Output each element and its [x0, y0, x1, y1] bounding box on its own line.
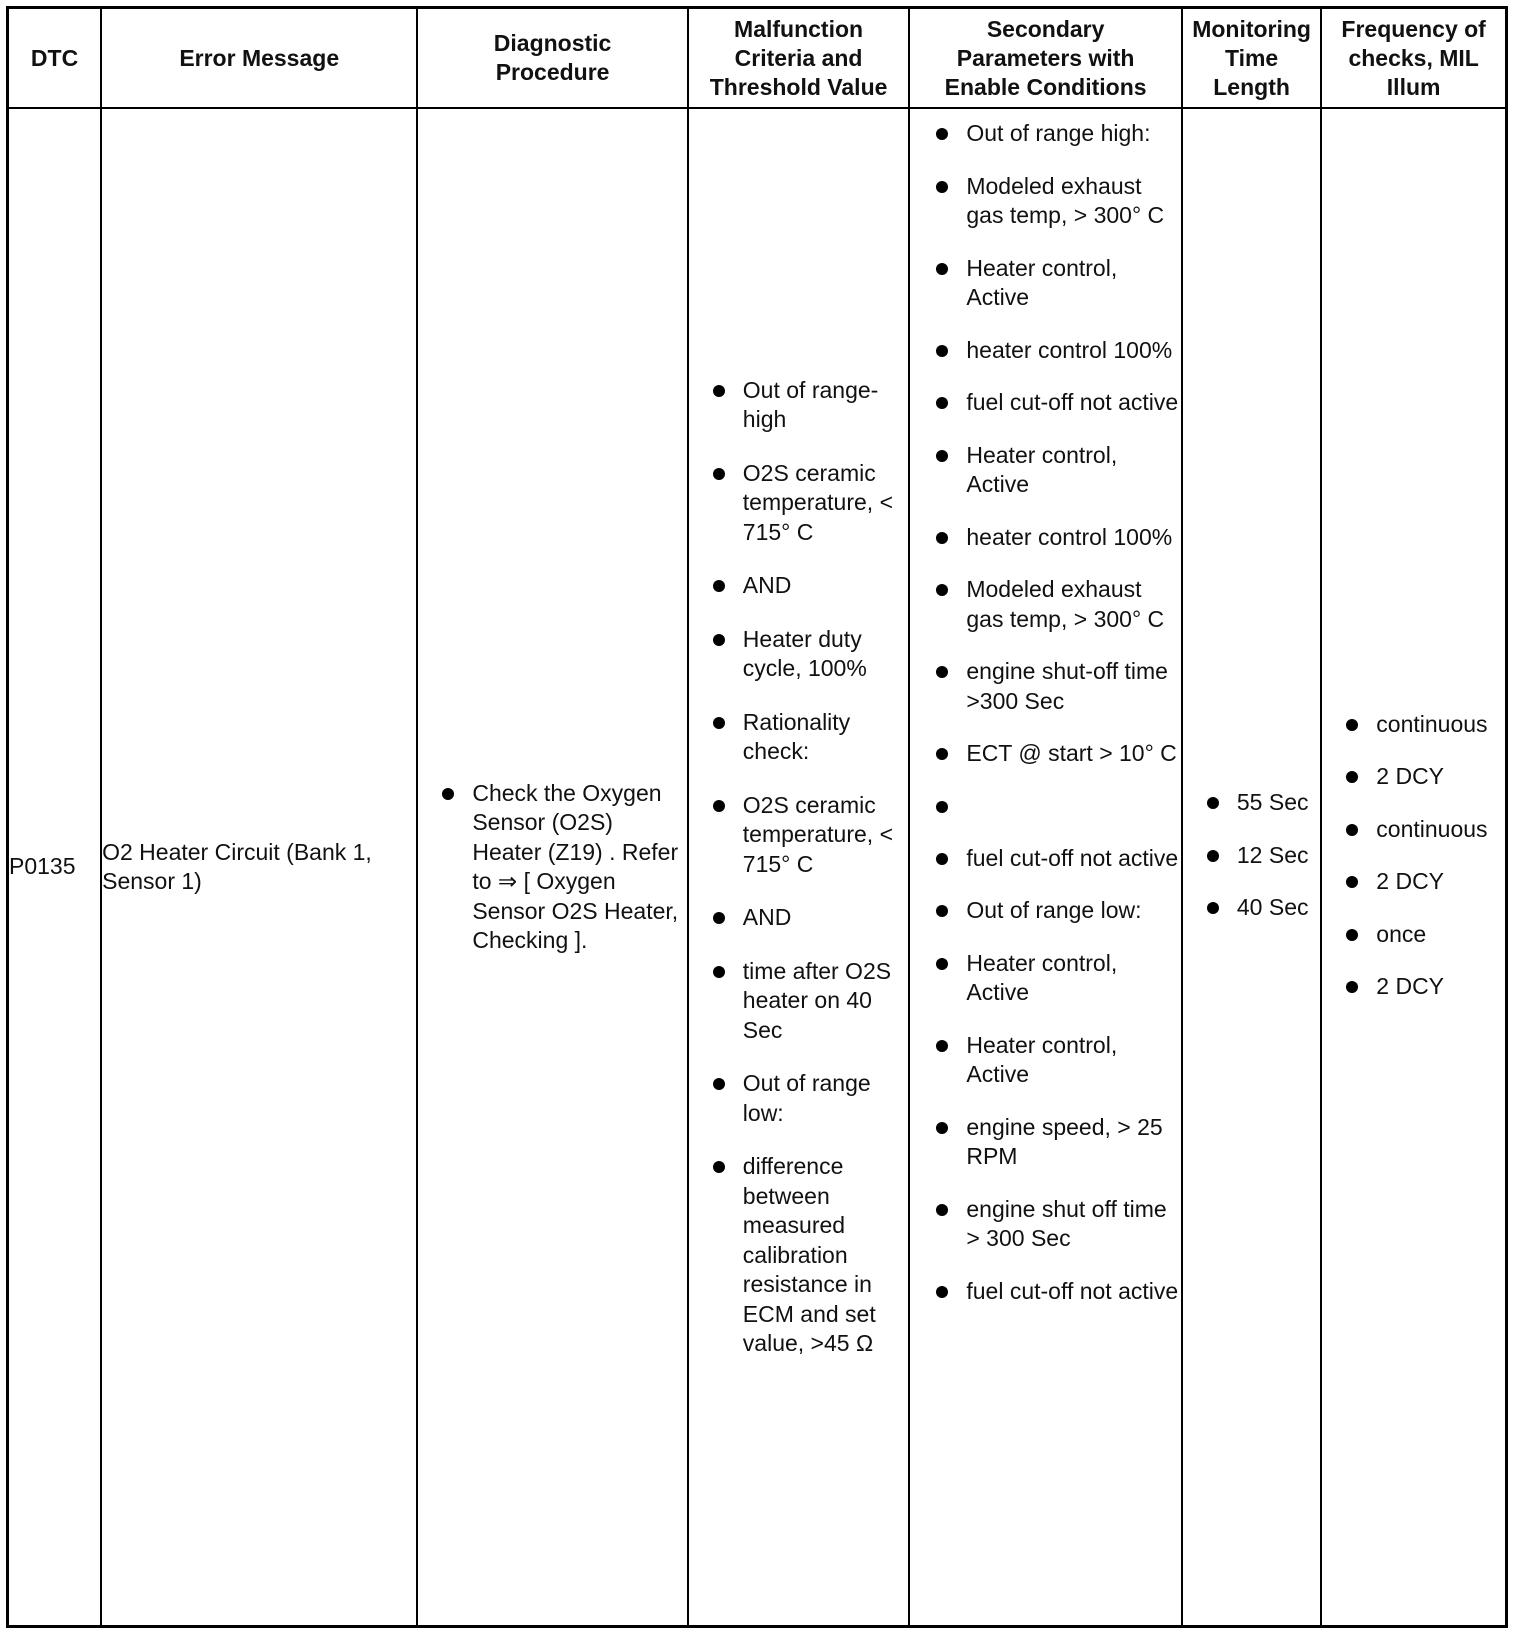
bullet-icon: [936, 1204, 948, 1216]
bullet-icon: [713, 385, 725, 397]
malfunction-criteria-cell: [688, 108, 910, 1627]
header-monitoring-time: Monitoring Time Length: [1182, 8, 1321, 109]
bullet-text: Out of range high:: [966, 120, 1151, 146]
bullet-text: Heater control, Active: [966, 949, 1118, 1005]
bullet-icon: [936, 666, 948, 678]
bullet-icon: [1207, 797, 1219, 809]
bullet-text: Out of range low:: [742, 1070, 871, 1126]
bullet-icon: [936, 263, 948, 275]
bullet-text: heater control 100%: [966, 523, 1173, 550]
table-row: [8, 108, 1507, 1627]
bullet-text: Heater control, Active: [966, 441, 1118, 497]
bullet-text: heater control 100%: [966, 336, 1173, 363]
bullet-text: 2 DCY: [1376, 868, 1445, 894]
bullet-icon: [713, 912, 725, 924]
header-frequency: Frequency of checks, MIL Illum: [1321, 8, 1506, 109]
bullet-text: fuel cut-off not active: [966, 844, 1179, 871]
bullet-text: time after O2S heater on 40 Sec: [742, 957, 892, 1043]
bullet-item: [1322, 867, 1505, 897]
bullet-icon: [1346, 824, 1358, 836]
bullet-icon: [713, 966, 725, 978]
bullet-item: [910, 119, 1181, 149]
bullet-text: ECT @ start > 10° C: [966, 740, 1177, 766]
error-message: O2 Heater Circuit (Bank 1, Sensor 1): [101, 108, 417, 1627]
bullet-item: [910, 1277, 1181, 1307]
bullet-icon: [936, 450, 948, 462]
bullet-icon: [936, 532, 948, 544]
bullet-icon: [936, 1040, 948, 1052]
secondary-parameters-list: [910, 119, 1181, 1306]
dtc-table: [6, 6, 1508, 1628]
bullet-item: [689, 708, 909, 767]
bullet-text: Heater duty cycle, 100%: [742, 625, 867, 681]
bullet-item: [910, 949, 1181, 1008]
bullet-item: [910, 575, 1181, 634]
bullet-text: 12 Sec: [1236, 841, 1309, 868]
bullet-icon: [1346, 876, 1358, 888]
bullet-icon: [1346, 771, 1358, 783]
bullet-item: [910, 254, 1181, 313]
bullet-item: [910, 388, 1181, 418]
bullet-item: [910, 657, 1181, 716]
bullet-icon: [936, 801, 948, 813]
bullet-item: [689, 791, 909, 880]
bullet-icon: [713, 1161, 725, 1173]
bullet-item: [910, 1195, 1181, 1254]
bullet-text: O2S ceramic temperature, < 715° C: [742, 791, 894, 877]
bullet-text: Modeled exhaust gas temp, > 300° C: [966, 172, 1165, 228]
bullet-icon: [936, 905, 948, 917]
bullet-text: AND: [742, 904, 792, 930]
bullet-item: [910, 896, 1181, 926]
bullet-text: Out of range-high: [742, 376, 879, 432]
bullet-text: continuous: [1376, 710, 1488, 737]
bullet-item: [689, 571, 909, 601]
monitoring-time-cell: [1182, 108, 1321, 1627]
bullet-item: [910, 792, 1181, 821]
bullet-icon: [713, 634, 725, 646]
bullet-item: [1322, 710, 1505, 740]
header-secondary-parameters: Secondary Parameters with Enable Conditions: [909, 8, 1182, 109]
bullet-text: O2S ceramic temperature, < 715° C: [742, 459, 894, 545]
bullet-icon: [1346, 719, 1358, 731]
bullet-icon: [713, 580, 725, 592]
bullet-icon: [1207, 850, 1219, 862]
bullet-item: [1183, 893, 1320, 923]
bullet-item: [910, 441, 1181, 500]
bullet-text: engine speed, > 25 RPM: [966, 1113, 1163, 1169]
bullet-item: [689, 459, 909, 548]
bullet-icon: [936, 128, 948, 140]
bullet-icon: [713, 468, 725, 480]
bullet-item: [910, 1113, 1181, 1172]
bullet-text: Rationality check:: [742, 708, 851, 764]
bullet-text: engine shut off time > 300 Sec: [966, 1195, 1167, 1251]
bullet-text: 2 DCY: [1376, 973, 1445, 999]
bullet-item: [418, 779, 686, 956]
bullet-text: once: [1376, 920, 1427, 947]
bullet-item: [910, 172, 1181, 231]
bullet-item: [1183, 841, 1320, 871]
bullet-item: [689, 957, 909, 1046]
secondary-parameters-cell: [909, 108, 1182, 1627]
frequency-cell: [1321, 108, 1506, 1627]
header-error-message: Error Message: [101, 8, 417, 109]
bullet-text: [966, 792, 1181, 821]
header-dtc: DTC: [8, 8, 102, 109]
bullet-text: Out of range low:: [966, 897, 1142, 923]
bullet-text: Check the Oxygen Sensor (O2S) Heater (Z19) . Refer to ⇒ [ Oxygen Sensor O2S Heater, Checking ].: [472, 779, 679, 953]
bullet-item: [689, 376, 909, 435]
bullet-icon: [936, 748, 948, 760]
bullet-icon: [936, 958, 948, 970]
bullet-item: [1322, 972, 1505, 1002]
bullet-item: [1322, 762, 1505, 792]
bullet-icon: [1346, 981, 1358, 993]
bullet-item: [689, 625, 909, 684]
bullet-icon: [1346, 929, 1358, 941]
bullet-text: fuel cut-off not active: [966, 1277, 1179, 1304]
bullet-text: 2 DCY: [1376, 763, 1445, 789]
bullet-text: Heater control, Active: [966, 1031, 1118, 1087]
diagnostic-procedure-cell: [417, 108, 687, 1627]
bullet-icon: [936, 345, 948, 357]
bullet-item: [910, 523, 1181, 553]
bullet-item: [1322, 920, 1505, 950]
bullet-text: fuel cut-off not active: [966, 389, 1179, 415]
bullet-text: difference between measured calibration resistance in ECM and set value, >45 Ω: [742, 1153, 876, 1356]
bullet-text: Heater control, Active: [966, 254, 1118, 310]
bullet-text: continuous: [1376, 815, 1488, 842]
bullet-icon: [936, 853, 948, 865]
bullet-icon: [936, 181, 948, 193]
bullet-icon: [936, 397, 948, 409]
bullet-icon: [936, 584, 948, 596]
bullet-icon: [936, 1122, 948, 1134]
bullet-text: Modeled exhaust gas temp, > 300° C: [966, 576, 1165, 632]
bullet-item: [689, 1152, 909, 1359]
bullet-item: [689, 1069, 909, 1128]
bullet-text: 40 Sec: [1236, 894, 1309, 921]
bullet-item: [1183, 788, 1320, 818]
bullet-icon: [713, 717, 725, 729]
bullet-icon: [713, 800, 725, 812]
bullet-item: [1322, 815, 1505, 845]
bullet-text: 55 Sec: [1236, 789, 1309, 816]
malfunction-criteria-list: [689, 376, 909, 1359]
bullet-item: [910, 844, 1181, 874]
bullet-item: [910, 1031, 1181, 1090]
header-diagnostic-procedure: Diagnostic Procedure: [417, 8, 687, 109]
bullet-icon: [442, 788, 454, 800]
bullet-text: engine shut-off time >300 Sec: [966, 658, 1168, 714]
diagnostic-procedure-list: [418, 779, 686, 956]
frequency-list: [1322, 710, 1505, 1002]
bullet-icon: [936, 1286, 948, 1298]
bullet-icon: [713, 1078, 725, 1090]
bullet-item: [910, 336, 1181, 366]
bullet-item: [689, 903, 909, 933]
header-malfunction-criteria: Malfunction Criteria and Threshold Value: [688, 8, 910, 109]
bullet-item: [910, 739, 1181, 769]
header-row: [8, 8, 1507, 109]
monitoring-time-list: [1183, 788, 1320, 923]
bullet-text: AND: [742, 572, 792, 598]
dtc-code: P0135: [8, 108, 102, 1627]
bullet-icon: [1207, 902, 1219, 914]
